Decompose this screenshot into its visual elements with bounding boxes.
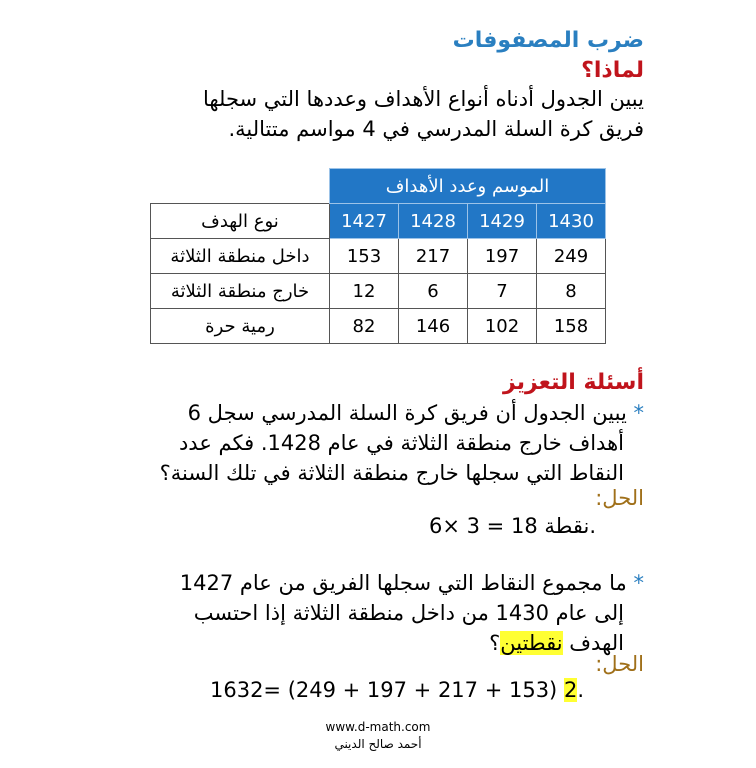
table-cell: 8 [537,274,606,309]
bullet-star-icon: * [633,571,644,595]
question-line: النقاط التي سجلها خارج منطقة الثلاثة في تلك السنة؟ [159,461,624,485]
table-cell: 102 [468,309,537,344]
row-label: خارج منطقة الثلاثة [151,274,330,309]
table-cell: 249 [537,239,606,274]
table-blank-cell [151,169,330,204]
goals-table [150,168,606,344]
table-cell: 146 [399,309,468,344]
footer-website: www.d-math.com [325,720,431,734]
solution-label: الحل: [595,652,644,676]
question-text: الهدف [562,631,624,655]
question-line: أهداف خارج منطقة الثلاثة في عام 1428. فكم عدد [178,431,624,455]
intro-paragraph [84,84,644,144]
question-text: ما مجموع النقاط التي سجلها الفريق من عام 1427 [179,571,627,595]
table-row [151,274,606,309]
table-cell: 12 [330,274,399,309]
footer-author: أحمد صالح الديني [334,737,422,751]
answer-text: 1632= (249 + 197 + 217 + 153) [209,678,564,702]
table-row [151,239,606,274]
intro-line: فريق كرة السلة المدرسي في 4 مواسم متتالية. [228,117,644,141]
answer-text: . [577,678,584,702]
question-text: يبين الجدول أن فريق كرة السلة المدرسي سجل 6 [187,401,627,425]
question-line [84,398,644,428]
table-cell: 7 [468,274,537,309]
question-line [84,568,644,598]
question-line [84,628,644,658]
highlighted-number: 2 [563,678,578,702]
question-1 [84,398,644,488]
question-line: إلى عام 1430 من داخل منطقة الثلاثة إذا احتسب [193,601,624,625]
goal-type-header: نوع الهدف [151,204,330,239]
question-2 [84,568,644,658]
year-header: 1430 [537,204,606,239]
year-header: 1429 [468,204,537,239]
table-cell: 6 [399,274,468,309]
table-cell: 217 [399,239,468,274]
table-cell: 82 [330,309,399,344]
bullet-star-icon: * [633,401,644,425]
year-header: 1428 [399,204,468,239]
question-text: ؟ [489,631,501,655]
why-heading: لماذا؟ [581,58,644,83]
table-row [151,309,606,344]
row-label: رمية حرة [151,309,330,344]
answer-1: 6× 3 = 18 نقطة. [429,514,596,538]
year-header: 1427 [330,204,399,239]
page-title: ضرب المصفوفات [452,28,644,53]
reinforcement-heading: أسئلة التعزيز [503,370,644,395]
highlighted-word: نقطتين [500,631,563,655]
answer-2 [210,678,584,702]
table-cell: 153 [330,239,399,274]
intro-line: يبين الجدول أدناه أنواع الأهداف وعددها التي سجلها [202,87,644,111]
table-cell: 158 [537,309,606,344]
row-label: داخل منطقة الثلاثة [151,239,330,274]
solution-label: الحل: [595,486,644,510]
table-cell: 197 [468,239,537,274]
season-group-header: الموسم وعدد الأهداف [330,169,606,204]
